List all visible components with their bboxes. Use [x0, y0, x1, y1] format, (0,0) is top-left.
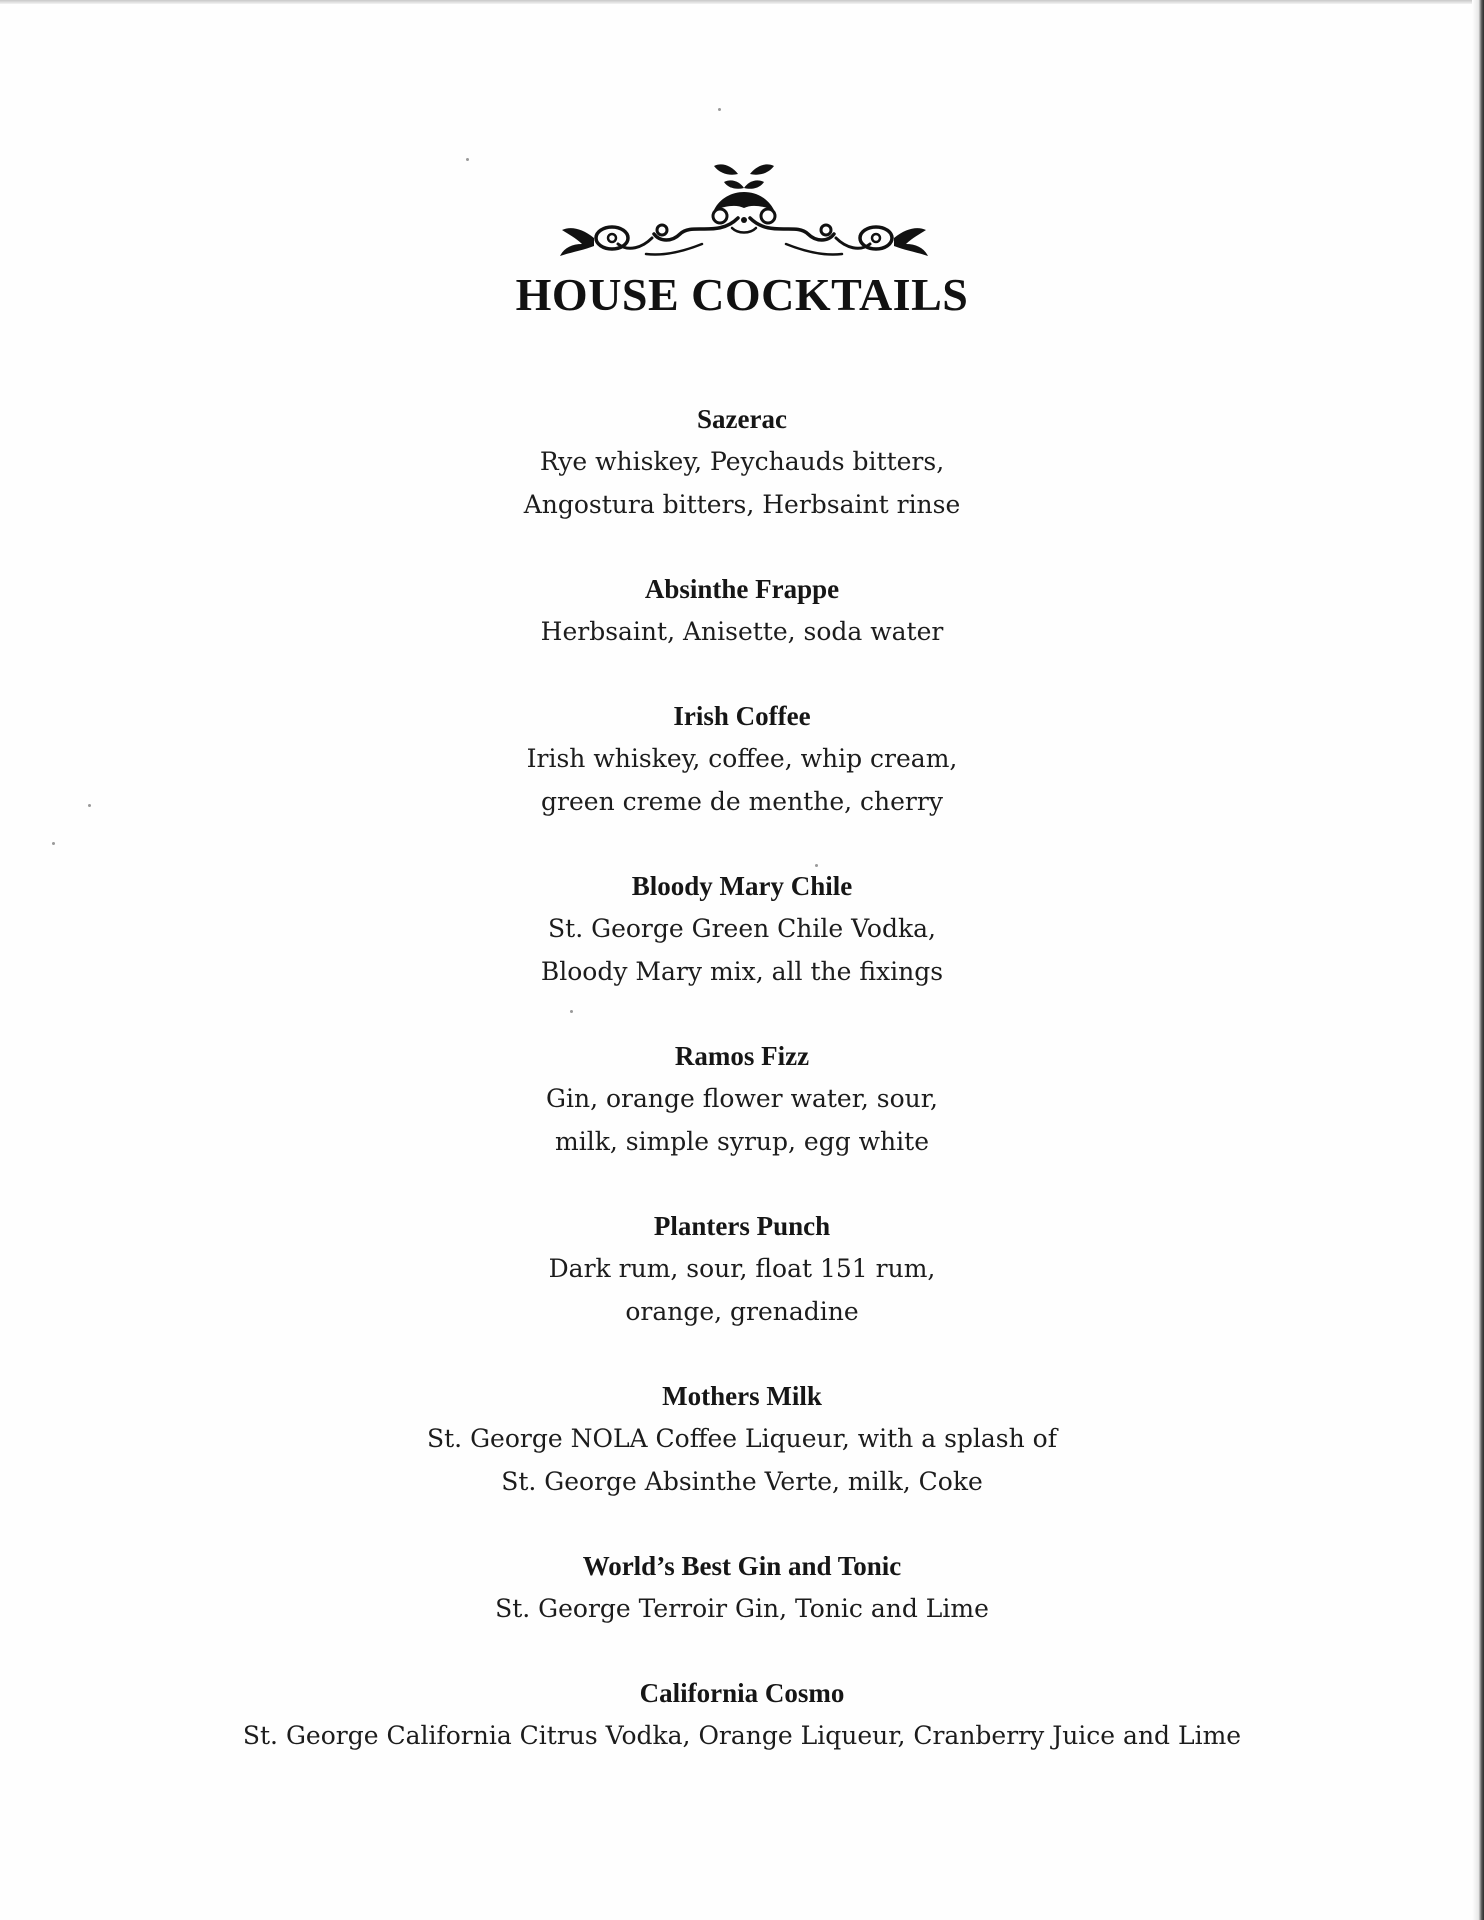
cocktail-name: California Cosmo: [639, 1678, 845, 1708]
cocktail-list: [0, 398, 1484, 1799]
scan-top-edge: [0, 0, 1484, 4]
cocktail-ingredients-line: Angostura bitters, Herbsaint rinse: [523, 490, 961, 519]
menu-item: [0, 1672, 1484, 1757]
cocktail-ingredients-line: Dark rum, sour, float 151 rum,: [548, 1254, 936, 1283]
menu-item: [0, 1205, 1484, 1333]
menu-item: [0, 865, 1484, 993]
menu-item: [0, 568, 1484, 653]
cocktail-ingredients-line: Herbsaint, Anisette, soda water: [540, 617, 944, 646]
page-title: HOUSE COCKTAILS: [515, 269, 969, 320]
cocktail-name: Ramos Fizz: [674, 1041, 810, 1071]
scan-speck: [718, 108, 721, 111]
cocktail-ingredients-line: Bloody Mary mix, all the fixings: [540, 957, 944, 986]
cocktail-name: Absinthe Frappe: [644, 574, 840, 604]
cocktail-ingredients-line: Gin, orange flower water, sour,: [546, 1084, 938, 1113]
cocktail-ingredients-line: green creme de menthe, cherry: [541, 787, 943, 816]
flourish-ornament-icon: [542, 158, 946, 268]
cocktail-ingredients-line: milk, simple syrup, egg white: [555, 1127, 929, 1156]
cocktail-ingredients-line: St. George NOLA Coffee Liqueur, with a splash of: [427, 1424, 1057, 1453]
cocktail-ingredients-line: St. George Terroir Gin, Tonic and Lime: [495, 1594, 989, 1623]
cocktail-name: Sazerac: [697, 404, 787, 434]
cocktail-name: World’s Best Gin and Tonic: [582, 1551, 902, 1581]
cocktail-ingredients-line: St. George Green Chile Vodka,: [548, 914, 936, 943]
cocktail-ingredients-line: Rye whiskey, Peychauds bitters,: [539, 447, 945, 476]
menu-item: [0, 1545, 1484, 1630]
cocktail-ingredients-line: St. George California Citrus Vodka, Orange Liqueur, Cranberry Juice and Lime: [242, 1721, 1242, 1750]
scan-speck: [466, 158, 469, 161]
menu-item: [0, 1035, 1484, 1163]
cocktail-ingredients-line: St. George Absinthe Verte, milk, Coke: [501, 1467, 983, 1496]
menu-item: [0, 695, 1484, 823]
cocktail-name: Planters Punch: [653, 1211, 831, 1241]
cocktail-name: Mothers Milk: [662, 1381, 822, 1411]
menu-item: [0, 1375, 1484, 1503]
cocktail-ingredients-line: Irish whiskey, coffee, whip cream,: [526, 744, 958, 773]
cocktail-name: Bloody Mary Chile: [631, 871, 853, 901]
menu-item: [0, 398, 1484, 526]
cocktail-ingredients-line: orange, grenadine: [625, 1297, 859, 1326]
cocktail-name: Irish Coffee: [673, 701, 811, 731]
